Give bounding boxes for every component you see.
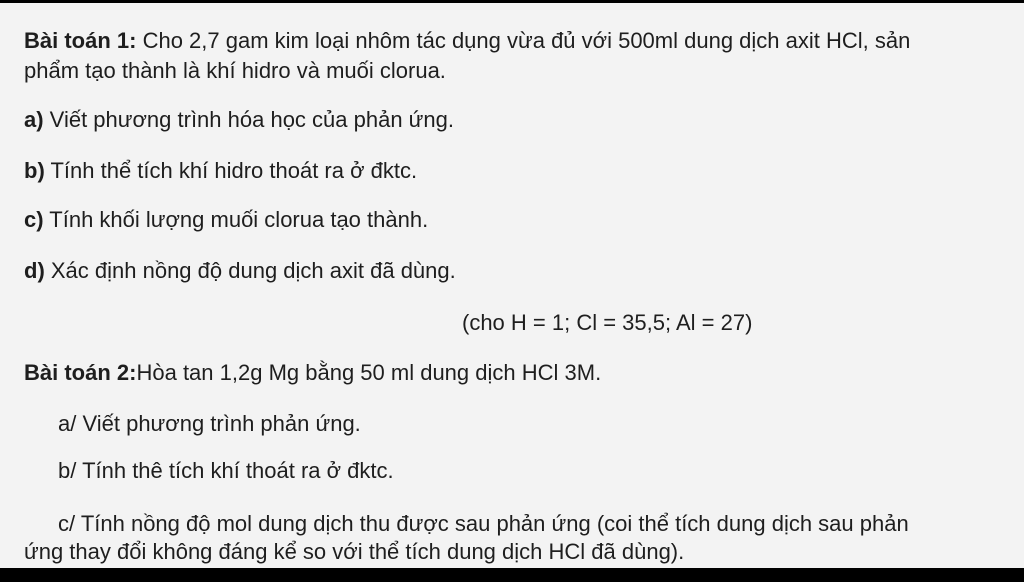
- problem2-item-c: c/ Tính nồng độ mol dung dịch thu được sau phản ứng (coi thể tích dung dịch sau phản: [58, 511, 909, 536]
- problem1-item-d: [24, 258, 456, 284]
- item-label: a): [24, 107, 44, 132]
- problem1-heading: Bài toán 1:: [24, 28, 137, 53]
- item-label: d): [24, 258, 45, 283]
- problem1-item-b: [24, 158, 417, 184]
- problem1-atomic-mass-note: (cho H = 1; Cl = 35,5; Al = 27): [462, 310, 753, 335]
- problem1-statement-line1: [24, 28, 910, 54]
- item-label: c): [24, 207, 44, 232]
- item-text: Viết phương trình hóa học của phản ứng.: [43, 107, 454, 132]
- document-page: [0, 3, 1024, 568]
- problem1-item-a: [24, 107, 454, 133]
- item-text: Tính thể tích khí hidro thoát ra ở đktc.: [44, 158, 418, 183]
- item-label: b): [24, 158, 45, 183]
- problem2-item-a: a/ Viết phương trình phản ứng.: [58, 411, 361, 436]
- problem1-statement-line2: phẩm tạo thành là khí hidro và muối clorua.: [24, 58, 446, 83]
- problem2-item-b: b/ Tính thê tích khí thoát ra ở đktc.: [58, 458, 394, 483]
- problem2-item-c-continued: ứng thay đổi không đáng kể so với thể tích dung dịch HCl đã dùng).: [24, 539, 685, 564]
- item-text: Tính khối lượng muối clorua tạo thành.: [43, 207, 429, 232]
- problem1-item-c: [24, 207, 428, 233]
- problem2-heading: Bài toán 2:: [24, 360, 137, 385]
- problem1-text-line1: Cho 2,7 gam kim loại nhôm tác dụng vừa đủ với 500ml dung dịch axit HCl, sản: [136, 28, 911, 53]
- problem2-statement: [24, 360, 601, 386]
- problem2-text-line1: Hòa tan 1,2g Mg bằng 50 ml dung dịch HCl 3M.: [136, 360, 602, 385]
- item-text: Xác định nồng độ dung dịch axit đã dùng.: [44, 258, 456, 283]
